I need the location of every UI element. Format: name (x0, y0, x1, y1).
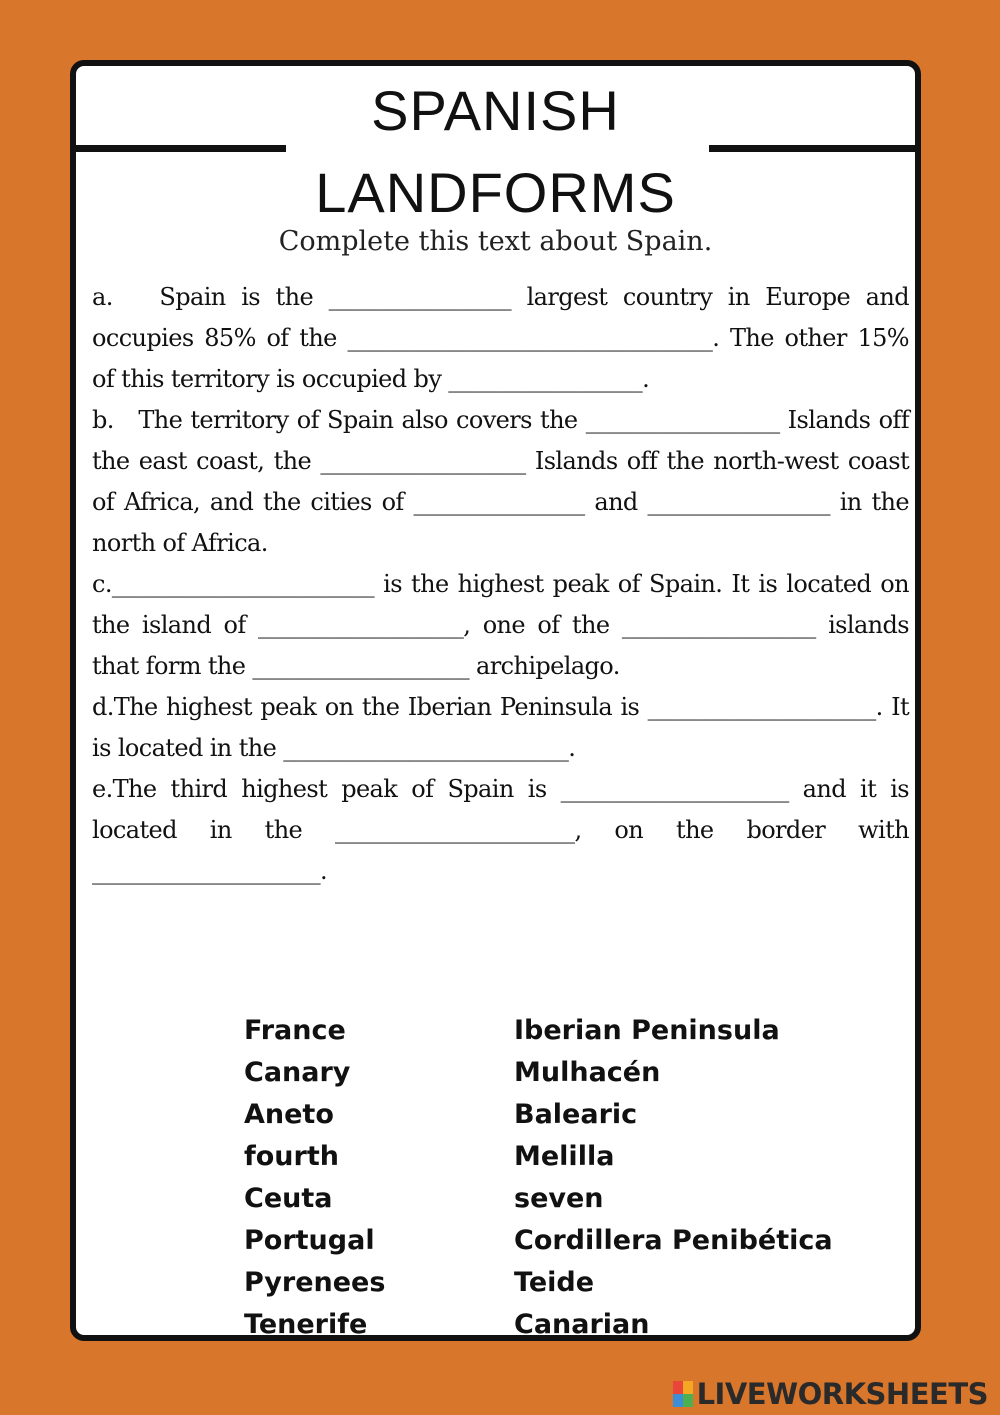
word-bank-item: Cordillera Penibética (514, 1225, 833, 1256)
word-bank-item: Melilla (514, 1141, 615, 1172)
worksheet-title (76, 70, 915, 234)
word-bank-item: Tenerife (244, 1309, 368, 1340)
exercise-a: a. Spain is the ________________ largest country in Europe and occupies 85% of the ________________________________. The other 15% of this territory is occupied by _________________. (92, 283, 909, 393)
liveworksheets-logo[interactable] (673, 1377, 988, 1411)
word-bank-item: Iberian Peninsula (514, 1015, 780, 1046)
word-bank-item: Balearic (514, 1099, 638, 1130)
word-bank-item: France (244, 1015, 346, 1046)
exercise-text (92, 277, 909, 892)
exercise-b: b. The territory of Spain also covers the _________________ Islands off the east coast, the __________________ Islands off the north-west coast of Africa, and the cities of _______________ and ________________ in the north of Africa. (92, 406, 909, 557)
word-bank-item: Pyrenees (244, 1267, 386, 1298)
logo-text: LIVEWORKSHEETS (696, 1377, 988, 1411)
word-bank-item: Canary (244, 1057, 351, 1088)
word-bank-item: Mulhacén (514, 1057, 661, 1088)
word-bank-item: Canarian (514, 1309, 650, 1340)
word-bank-item: fourth (244, 1141, 339, 1172)
word-bank-item: Aneto (244, 1099, 334, 1130)
title-line-1: SPANISH (371, 79, 620, 142)
worksheet-card (70, 60, 921, 1341)
word-bank (244, 1010, 884, 1346)
title-line-2: LANDFORMS (315, 161, 676, 224)
exercise-c: c._______________________ is the highest peak of Spain. It is located on the island of __________________, one of the _________________ islands that form the ___________________ archipelago. (92, 570, 909, 680)
word-bank-item: seven (514, 1183, 604, 1214)
exercise-d: d.The highest peak on the Iberian Peninsula is ____________________. It is located in the _________________________. (92, 693, 909, 762)
liveworksheets-logo-icon (673, 1381, 693, 1407)
exercise-e: e.The third highest peak of Spain is ____________________ and it is located in the _____________________, on the border with ____________________. (92, 775, 909, 885)
word-bank-item: Ceuta (244, 1183, 333, 1214)
worksheet-subtitle: Complete this text about Spain. (278, 226, 713, 257)
word-bank-item: Portugal (244, 1225, 375, 1256)
word-bank-item: Teide (514, 1267, 595, 1298)
